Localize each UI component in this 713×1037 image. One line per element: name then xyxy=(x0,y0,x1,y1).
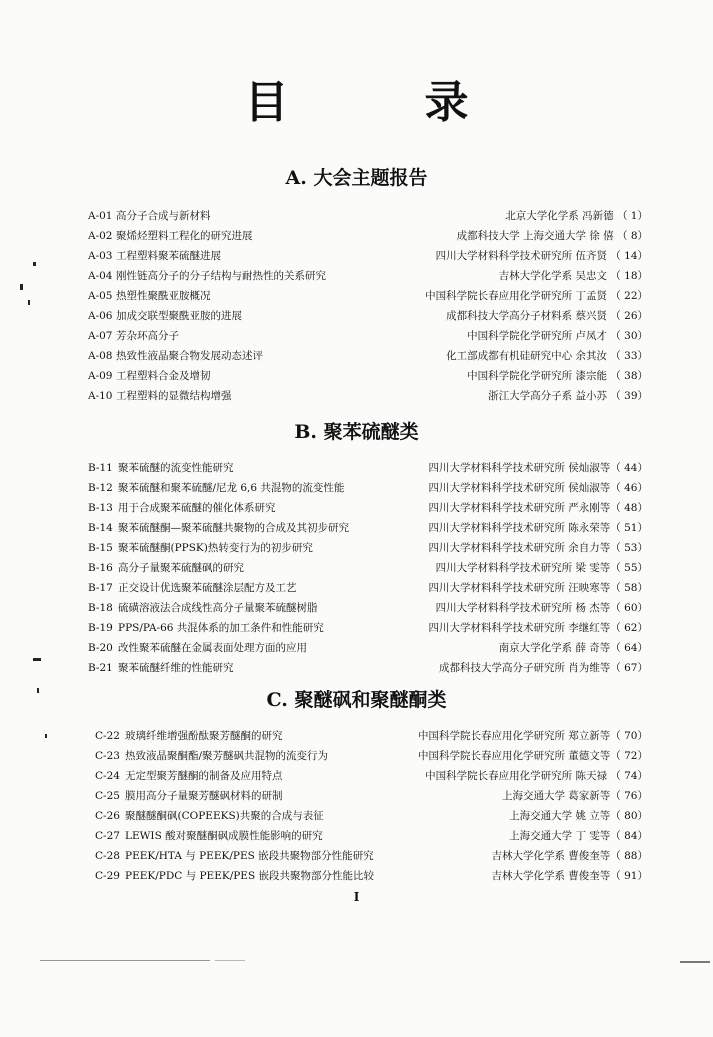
entry-title: 热致性液晶聚合物发展动态述评 xyxy=(116,350,263,362)
entry-title: 聚醚醚酮砜(COPEEKS)共聚的合成与表征 xyxy=(125,810,324,822)
entry-title: 聚苯硫醚纤维的性能研究 xyxy=(118,662,234,674)
toc-entry xyxy=(95,746,648,766)
toc-entry xyxy=(95,806,648,826)
entry-title: 加成交联型聚酰亚胺的进展 xyxy=(116,310,242,322)
entry-affiliation: 成都科技大学高分子材料系 蔡兴贤 （ 26） xyxy=(446,310,648,322)
entry-affiliation: 四川大学材料科学技术研究所 李继红等（ 62） xyxy=(428,622,648,634)
toc-list-a xyxy=(88,206,648,406)
page-number: I xyxy=(353,890,360,904)
entry-title: PPS/PA-66 共混体系的加工条件和性能研究 xyxy=(118,622,324,634)
entry-title: 聚苯硫醚和聚苯硫醚/尼龙 6,6 共混物的流变性能 xyxy=(118,482,345,494)
toc-entry xyxy=(95,726,648,746)
entry-affiliation: 北京大学化学系 冯新德 （ 1） xyxy=(505,210,648,222)
entry-affiliation: 中国科学院长春应用化学研究所 郑立新等（ 70） xyxy=(417,730,648,742)
entry-affiliation: 上海交通大学 丁 雯等（ 84） xyxy=(509,830,648,842)
entry-title: LEWIS 酸对聚醚酮砜成膜性能影响的研究 xyxy=(125,830,323,842)
entry-code: A-09 xyxy=(88,370,113,382)
entry-code: A-10 xyxy=(88,390,113,402)
entry-title: 高分子合成与新材料 xyxy=(116,210,211,222)
entry-affiliation: 四川大学材料科学技术研究所 余自力等（ 53） xyxy=(428,542,648,554)
toc-list-b xyxy=(88,458,648,678)
entry-code: A-01 xyxy=(88,210,113,222)
entry-code: C-29 xyxy=(95,870,120,882)
toc-entry xyxy=(95,766,648,786)
entry-affiliation: 浙江大学高分子系 益小苏 （ 39） xyxy=(488,390,648,402)
entry-title: 刚性链高分子的分子结构与耐热性的关系研究 xyxy=(116,270,326,282)
toc-entry xyxy=(88,206,648,226)
toc-entry xyxy=(88,478,648,498)
scan-line xyxy=(215,960,245,961)
entry-affiliation: 中国科学院化学研究所 卢凤才 （ 30） xyxy=(467,330,648,342)
entry-title: 工程塑料合金及增韧 xyxy=(116,370,211,382)
section-heading-c: C. 聚醚砜和聚醚酮类 xyxy=(266,689,447,711)
toc-entry xyxy=(88,346,648,366)
entry-title: 芳杂环高分子 xyxy=(116,330,179,342)
entry-code: B-19 xyxy=(88,622,113,634)
entry-code: A-06 xyxy=(88,310,113,322)
section-heading-a: A. 大会主题报告 xyxy=(285,167,428,189)
entry-affiliation: 中国科学院长春应用化学研究所 董德文等（ 72） xyxy=(417,750,648,762)
toc-entry xyxy=(88,538,648,558)
page-title: 目 录 xyxy=(244,77,515,128)
entry-title: 用于合成聚苯硫醚的催化体系研究 xyxy=(118,502,276,514)
entry-code: B-21 xyxy=(88,662,113,674)
entry-title: 玻璃纤维增强酚酞聚芳醚酮的研究 xyxy=(125,730,283,742)
entry-affiliation: 四川大学材料科学技术研究所 陈永荣等（ 51） xyxy=(428,522,648,534)
entry-title: 工程塑料聚苯硫醚进展 xyxy=(116,250,221,262)
entry-title: PEEK/HTA 与 PEEK/PES 嵌段共聚物部分性能研究 xyxy=(125,850,374,862)
entry-code: B-13 xyxy=(88,502,113,514)
entry-code: A-02 xyxy=(88,230,113,242)
entry-affiliation: 成都科技大学 上海交通大学 徐 僖 （ 8） xyxy=(456,230,648,242)
entry-code: A-05 xyxy=(88,290,113,302)
toc-entry xyxy=(88,458,648,478)
toc-entry xyxy=(88,618,648,638)
entry-code: C-25 xyxy=(95,790,120,802)
entry-affiliation: 吉林大学化学系 吴忠文 （ 18） xyxy=(498,270,648,282)
section-heading-b: B. 聚苯硫醚类 xyxy=(294,421,419,443)
entry-code: B-16 xyxy=(88,562,113,574)
entry-affiliation: 四川大学材料科学技术研究所 汪映寒等（ 58） xyxy=(428,582,648,594)
scan-line xyxy=(40,960,210,961)
toc-entry xyxy=(88,578,648,598)
entry-code: C-27 xyxy=(95,830,120,842)
toc-list-c xyxy=(95,726,648,886)
toc-entry xyxy=(88,246,648,266)
entry-code: C-22 xyxy=(95,730,120,742)
toc-entry xyxy=(88,326,648,346)
entry-code: B-15 xyxy=(88,542,113,554)
entry-affiliation: 吉林大学化学系 曹俊奎等（ 88） xyxy=(491,850,648,862)
entry-affiliation: 中国科学院化学研究所 漆宗能 （ 38） xyxy=(467,370,648,382)
scan-speck xyxy=(33,262,36,266)
entry-title: 无定型聚芳醚酮的制备及应用特点 xyxy=(125,770,283,782)
entry-title: 高分子量聚苯硫醚砜的研究 xyxy=(118,562,244,574)
entry-affiliation: 四川大学材料科学技术研究所 严永刚等（ 48） xyxy=(428,502,648,514)
entry-title: 聚苯硫醚酮—聚苯硫醚共聚物的合成及其初步研究 xyxy=(118,522,349,534)
entry-code: C-24 xyxy=(95,770,120,782)
entry-code: A-03 xyxy=(88,250,113,262)
entry-affiliation: 上海交通大学 姚 立等（ 80） xyxy=(509,810,648,822)
entry-code: B-18 xyxy=(88,602,113,614)
toc-entry xyxy=(95,786,648,806)
toc-entry xyxy=(88,558,648,578)
scan-speck xyxy=(33,658,41,661)
entry-code: B-14 xyxy=(88,522,113,534)
entry-code: C-23 xyxy=(95,750,120,762)
toc-entry xyxy=(88,286,648,306)
toc-entry xyxy=(95,846,648,866)
scan-speck xyxy=(20,284,23,290)
toc-entry xyxy=(88,386,648,406)
entry-title: 工程塑料的显微结构增强 xyxy=(116,390,232,402)
toc-entry xyxy=(88,658,648,678)
entry-affiliation: 成都科技大学高分子研究所 肖为维等（ 67） xyxy=(438,662,648,674)
entry-affiliation: 四川大学材料科学技术研究所 杨 杰等（ 60） xyxy=(435,602,648,614)
entry-code: B-17 xyxy=(88,582,113,594)
entry-code: C-26 xyxy=(95,810,120,822)
entry-title: 改性聚苯硫醚在金属表面处理方面的应用 xyxy=(118,642,307,654)
toc-entry xyxy=(88,226,648,246)
entry-code: B-12 xyxy=(88,482,113,494)
entry-affiliation: 上海交通大学 葛家新等（ 76） xyxy=(501,790,648,802)
entry-affiliation: 四川大学材料科学技术研究所 伍齐贤 （ 14） xyxy=(435,250,648,262)
entry-affiliation: 四川大学材料科学技术研究所 侯灿淑等（ 46） xyxy=(428,482,648,494)
entry-affiliation: 中国科学院长春应用化学研究所 丁孟贤 （ 22） xyxy=(425,290,648,302)
toc-entry xyxy=(88,306,648,326)
entry-title: PEEK/PDC 与 PEEK/PES 嵌段共聚物部分性能比较 xyxy=(125,870,375,882)
entry-code: C-28 xyxy=(95,850,120,862)
entry-title: 正交设计优选聚苯硫醚涂层配方及工艺 xyxy=(118,582,297,594)
scan-speck xyxy=(45,734,47,738)
entry-code: B-11 xyxy=(88,462,113,474)
scan-line xyxy=(680,961,710,963)
entry-title: 热致液晶聚酮酯/聚芳醚砜共混物的流变行为 xyxy=(125,750,329,762)
entry-code: A-07 xyxy=(88,330,113,342)
entry-title: 热塑性聚酰亚胺概况 xyxy=(116,290,211,302)
toc-entry xyxy=(88,598,648,618)
entry-code: A-04 xyxy=(88,270,113,282)
entry-code: B-20 xyxy=(88,642,113,654)
entry-code: A-08 xyxy=(88,350,113,362)
toc-entry xyxy=(88,518,648,538)
entry-title: 硫磺溶液法合成线性高分子量聚苯硫醚树脂 xyxy=(118,602,318,614)
entry-affiliation: 中国科学院长春应用化学研究所 陈天禄 （ 74） xyxy=(425,770,648,782)
scan-speck xyxy=(28,300,30,305)
toc-entry xyxy=(88,498,648,518)
entry-title: 聚烯烃塑料工程化的研究进展 xyxy=(116,230,253,242)
entry-affiliation: 化工部成都有机硅研究中心 余其汝 （ 33） xyxy=(446,350,648,362)
entry-title: 膜用高分子量聚芳醚砜材料的研制 xyxy=(125,790,283,802)
scan-speck xyxy=(37,688,39,693)
toc-entry xyxy=(88,366,648,386)
entry-affiliation: 吉林大学化学系 曹俊奎等（ 91） xyxy=(491,870,648,882)
toc-entry xyxy=(95,826,648,846)
entry-title: 聚苯硫醚酮(PPSK)热转变行为的初步研究 xyxy=(118,542,313,554)
entry-affiliation: 南京大学化学系 薛 奇等（ 64） xyxy=(498,642,648,654)
entry-affiliation: 四川大学材料科学技术研究所 梁 雯等（ 55） xyxy=(435,562,648,574)
entry-affiliation: 四川大学材料科学技术研究所 侯灿淑等（ 44） xyxy=(428,462,648,474)
toc-entry xyxy=(95,866,648,886)
toc-entry xyxy=(88,266,648,286)
toc-entry xyxy=(88,638,648,658)
entry-title: 聚苯硫醚的流变性能研究 xyxy=(118,462,234,474)
